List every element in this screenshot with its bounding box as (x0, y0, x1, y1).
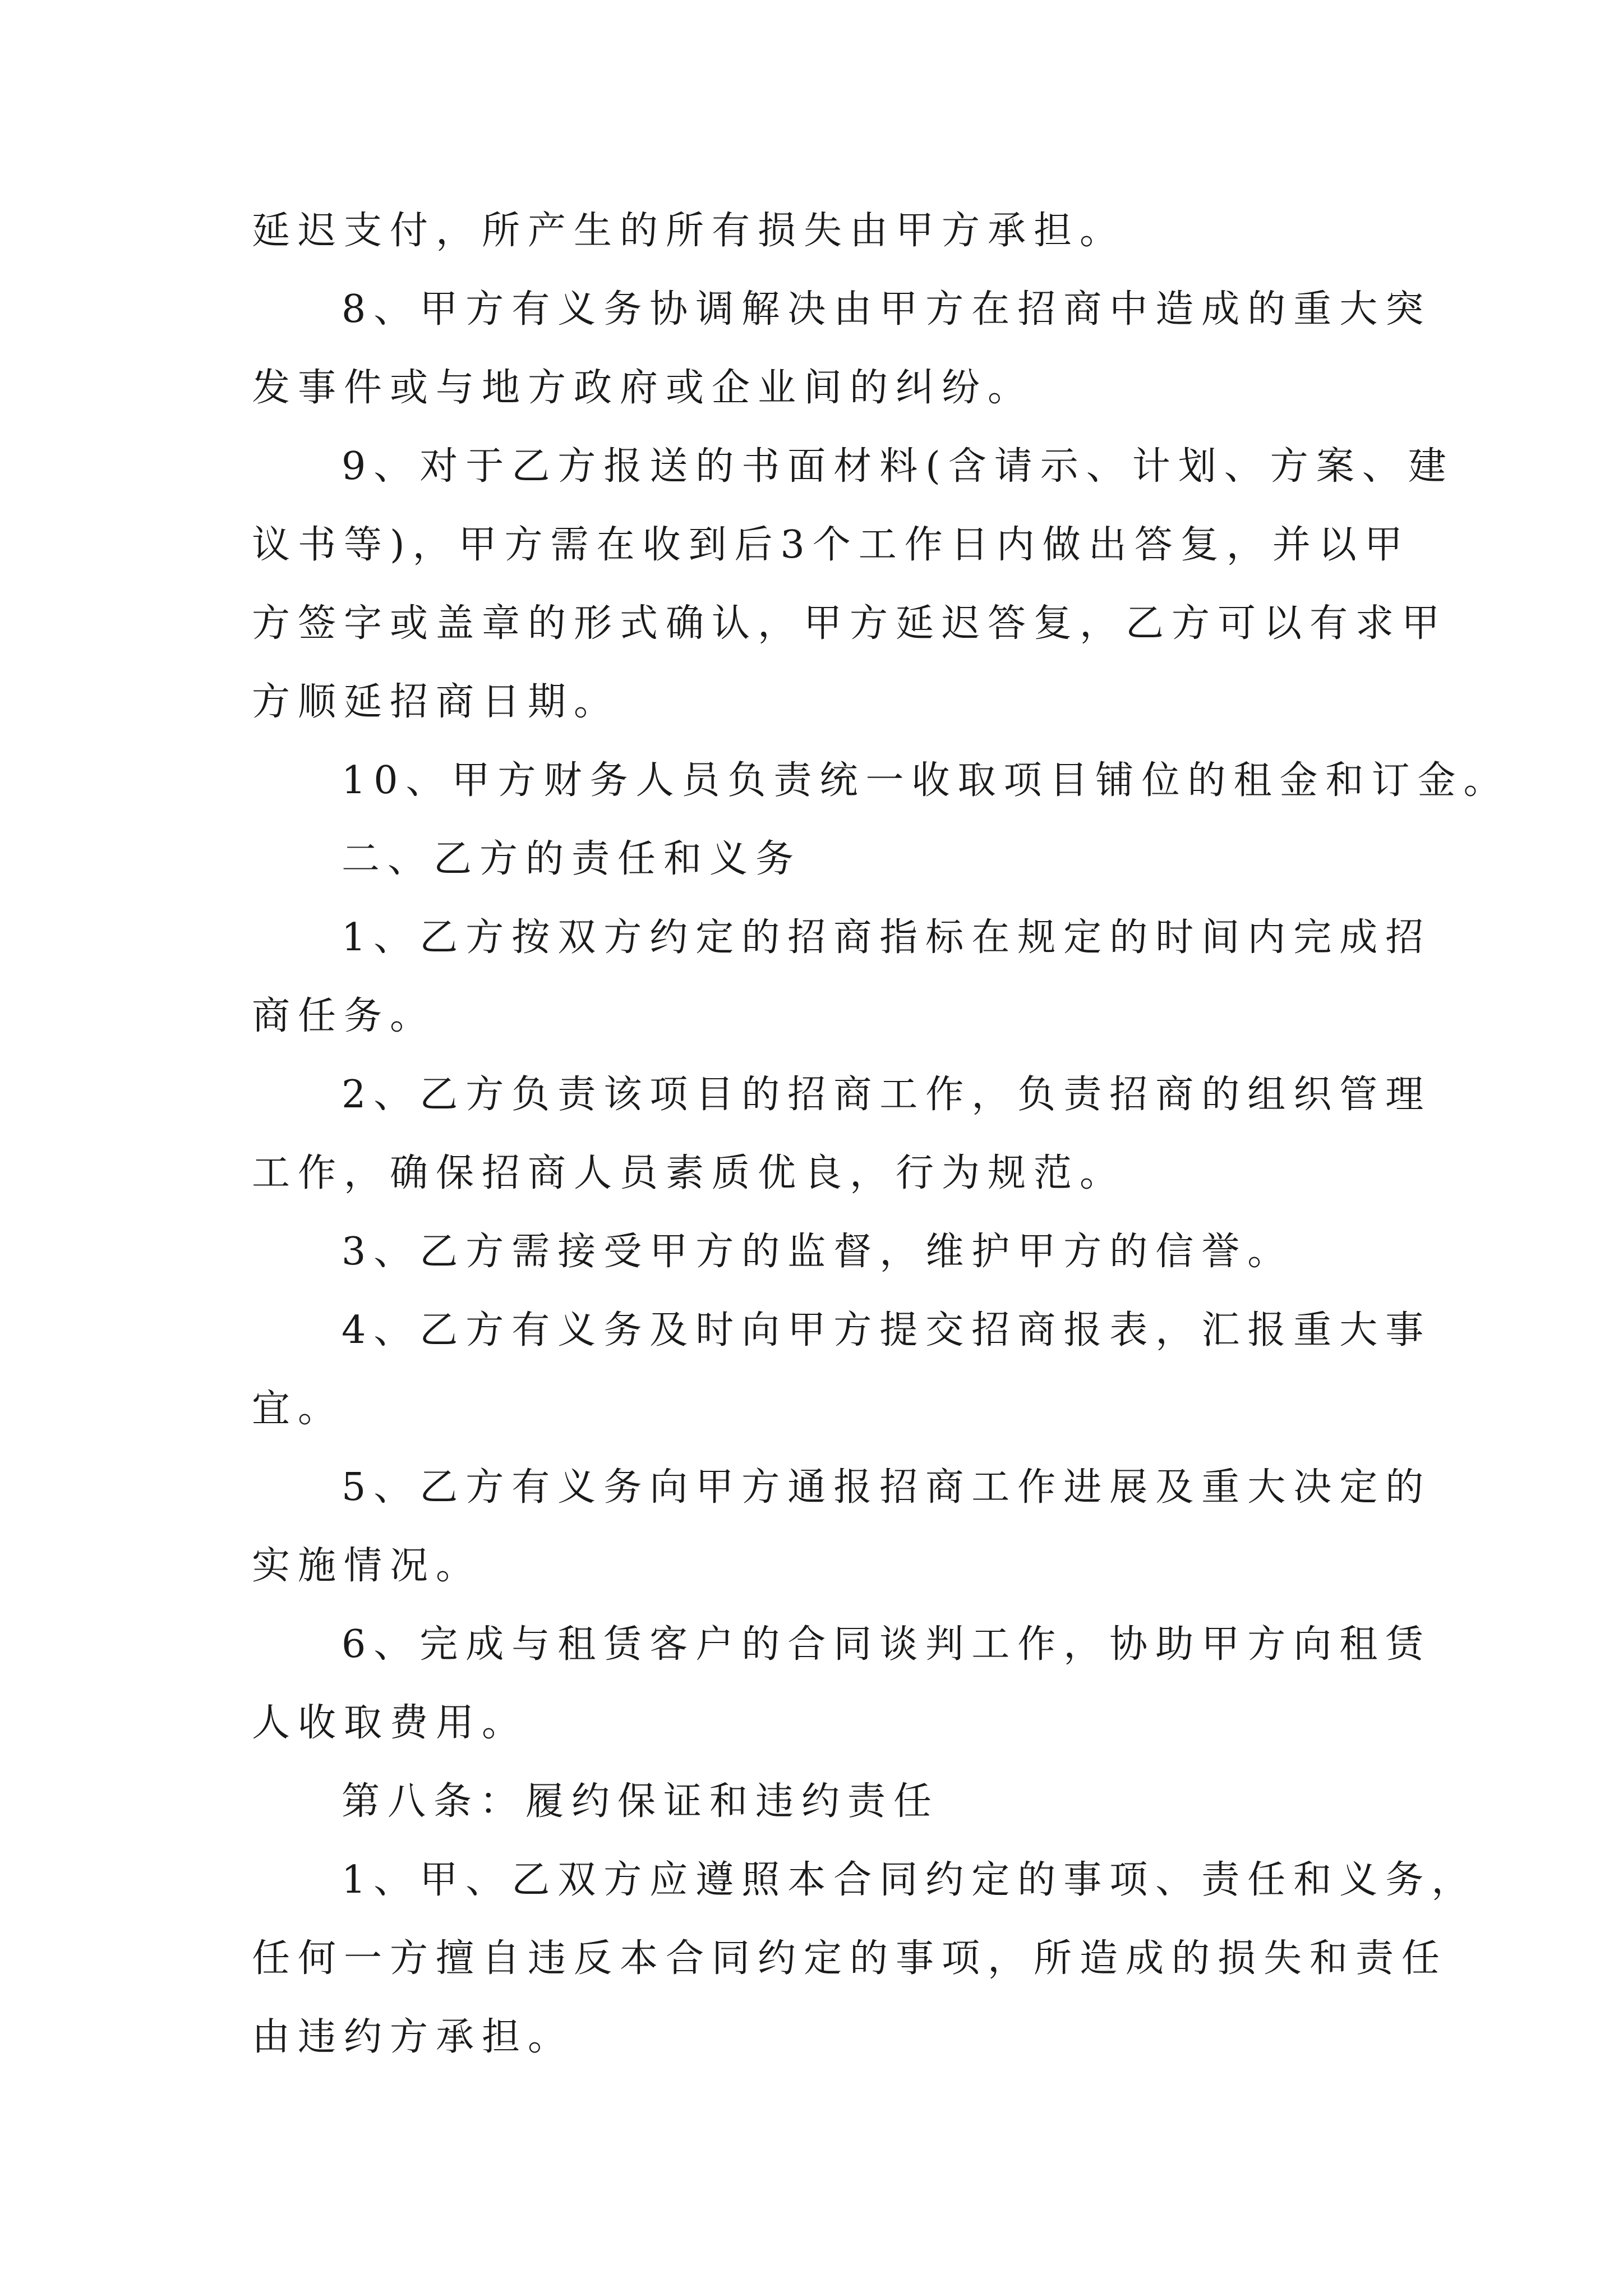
text-line: 工作，确保招商人员素质优良，行为规范。 (252, 1151, 1126, 1195)
text-line: 议书等)，甲方需在收到后3个工作日内做出答复，并以甲 (252, 523, 1410, 567)
text-line: 8、甲方有义务协调解决由甲方在招商中造成的重大突 (342, 287, 1432, 332)
text-line: 1、乙方按双方约定的招商指标在规定的时间内完成招 (342, 915, 1432, 960)
text-line: 方签字或盖章的形式确认，甲方延迟答复，乙方可以有求甲 (252, 601, 1448, 646)
text-line: 10、甲方财务人员负责统一收取项目铺位的租金和订金。 (342, 758, 1510, 803)
text-line: 实施情况。 (252, 1544, 482, 1588)
text-line: 人收取费用。 (252, 1701, 528, 1745)
text-line: 发事件或与地方政府或企业间的纠纷。 (252, 366, 1034, 410)
text-line: 延迟支付，所产生的所有损失由甲方承担。 (252, 209, 1126, 253)
text-line: 5、乙方有义务向甲方通报招商工作进展及重大决定的 (342, 1465, 1432, 1510)
text-line: 由违约方承担。 (252, 2015, 574, 2059)
text-line: 任何一方擅自违反本合同约定的事项，所造成的损失和责任 (252, 1936, 1448, 1981)
text-line: 6、完成与租赁客户的合同谈判工作，协助甲方向租赁 (342, 1622, 1432, 1667)
text-line: 4、乙方有义务及时向甲方提交招商报表，汇报重大事 (342, 1308, 1432, 1352)
text-line: 2、乙方负责该项目的招商工作，负责招商的组织管理 (342, 1073, 1432, 1117)
text-line: 9、对于乙方报送的书面材料(含请示、计划、方案、建 (342, 444, 1454, 489)
text-line: 商任务。 (252, 994, 436, 1038)
text-line: 宜。 (252, 1387, 344, 1431)
text-line: 方顺延招商日期。 (252, 680, 620, 724)
text-line: 3、乙方需接受甲方的监督，维护甲方的信誉。 (342, 1230, 1294, 1274)
text-line: 1、甲、乙双方应遵照本合同约定的事项、责任和义务， (342, 1858, 1478, 1902)
document-body (252, 192, 1510, 2077)
section-heading: 第八条：履约保证和违约责任 (342, 1779, 940, 1824)
section-heading: 二、乙方的责任和义务 (342, 837, 802, 881)
